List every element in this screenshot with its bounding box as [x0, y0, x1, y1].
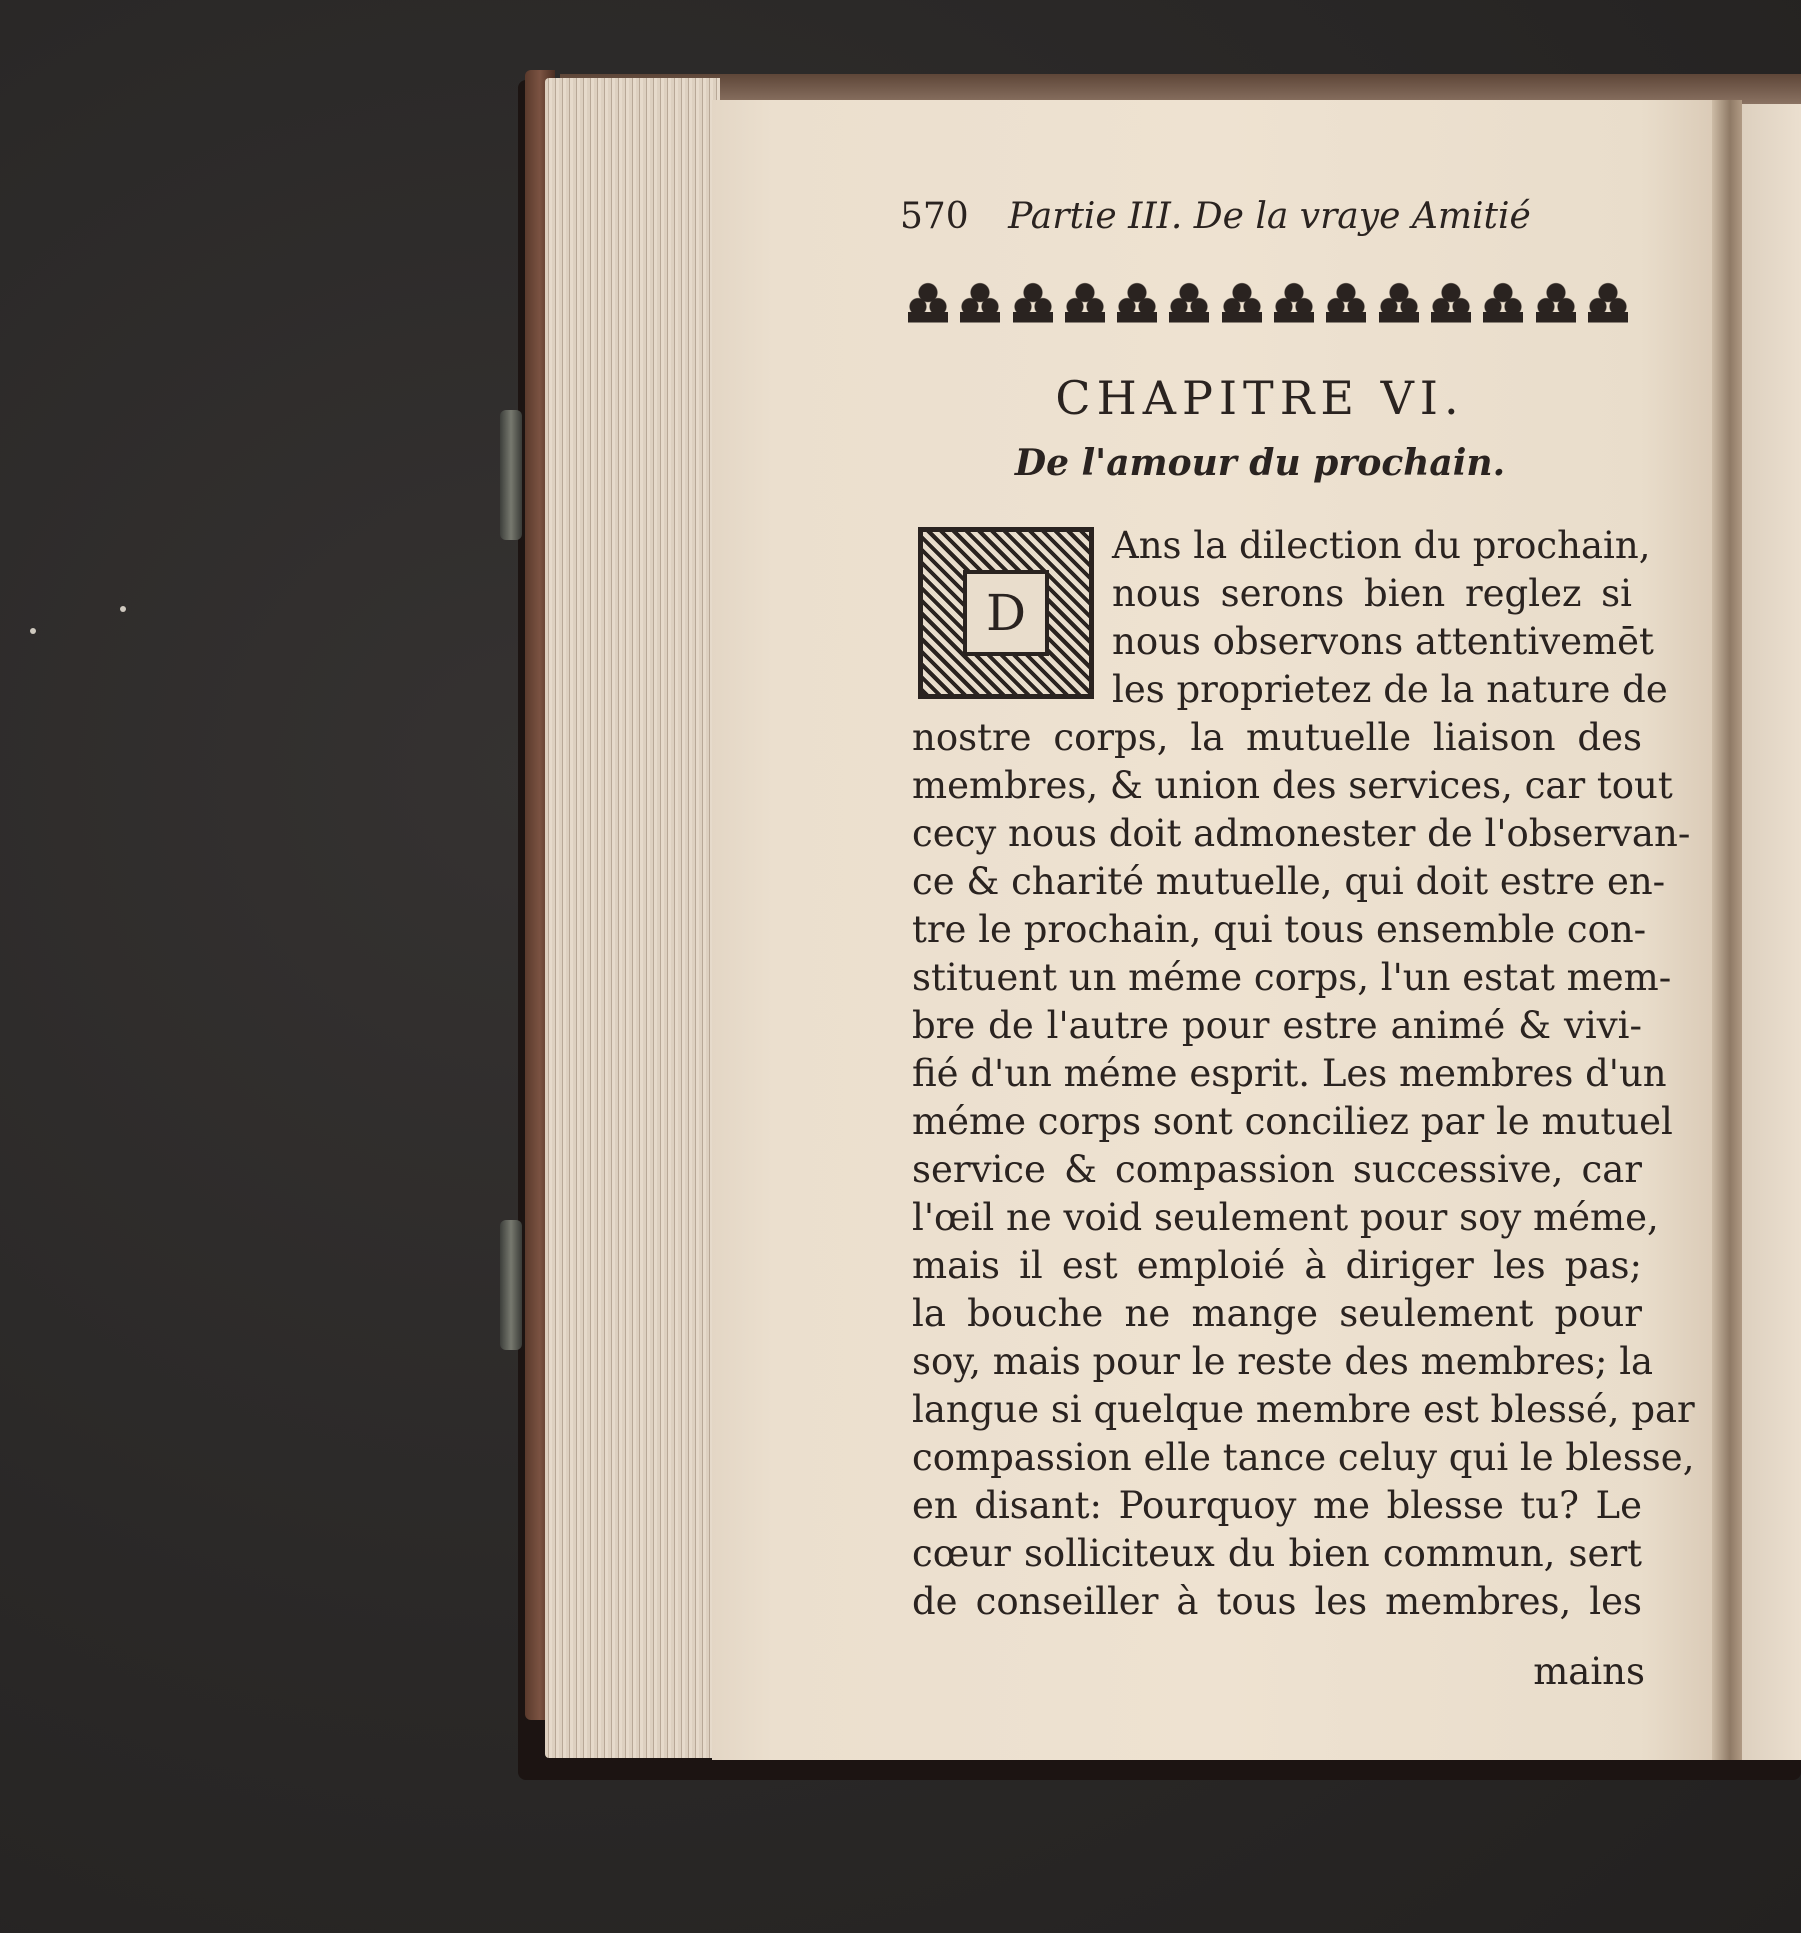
catchword: mains [1533, 1650, 1645, 1693]
fleuron-icon [1222, 273, 1262, 329]
fleuron-icon [1431, 273, 1471, 329]
body-line: méme corps sont conciliez par le mutuel [912, 1100, 1673, 1143]
drop-cap-letter: D [963, 570, 1049, 656]
body-line: soy, mais pour le reste des membres; la [912, 1340, 1654, 1383]
book-gutter [1712, 100, 1742, 1760]
body-line: service & compassion successive, car [912, 1148, 1642, 1191]
fleuron-icon [1274, 273, 1314, 329]
fleuron-icon [1013, 273, 1053, 329]
fleuron-icon [1379, 273, 1419, 329]
body-line: de conseiller à tous les membres, les [912, 1580, 1642, 1623]
body-line: la bouche ne mange seulement pour [912, 1292, 1642, 1335]
chapter-title: CHAPITRE VI. [1055, 371, 1465, 425]
ornament-band [908, 268, 1628, 334]
body-line: membres, & union des services, car tout [912, 764, 1673, 807]
body-line: mais il est emploié à diriger les pas; [912, 1244, 1642, 1287]
body-line: nostre corps, la mutuelle liaison des [912, 716, 1642, 759]
body-line: en disant: Pourquoy me blesse tu? Le [912, 1484, 1642, 1527]
fleuron-icon [1117, 273, 1157, 329]
body-line: l'œil ne void seulement pour soy méme, [912, 1196, 1659, 1239]
fleuron-icon [1169, 273, 1209, 329]
fleuron-icon [1483, 273, 1523, 329]
body-line: nous serons bien reglez si [1112, 572, 1632, 615]
body-line: ce & charité mutuelle, qui doit estre en- [912, 860, 1666, 903]
fleuron-icon [1588, 273, 1628, 329]
body-line: les proprietez de la nature de [1112, 668, 1668, 711]
fleuron-icon [908, 273, 948, 329]
dust-speck [30, 628, 36, 634]
running-title: Partie III. De la vraye Amitié [1008, 196, 1531, 237]
body-line: langue si quelque membre est blessé, par [912, 1388, 1695, 1431]
body-line: bre de l'autre pour estre animé & vivi- [912, 1004, 1642, 1047]
body-line: nous observons attentivemēt [1112, 620, 1654, 663]
clasp-bottom [500, 1220, 522, 1350]
body-line: cœur solliciteux du bien commun, sert [912, 1532, 1642, 1575]
fleuron-icon [1326, 273, 1366, 329]
fleuron-icon [1065, 273, 1105, 329]
fleuron-icon [960, 273, 1000, 329]
page-number: 570 [900, 196, 969, 237]
body-line: fié d'un méme esprit. Les membres d'un [912, 1052, 1667, 1095]
drop-cap-ornament [918, 527, 1094, 699]
body-line: stituent un méme corps, l'un estat mem- [912, 956, 1672, 999]
dust-speck [120, 606, 126, 612]
clasp-top [500, 410, 522, 540]
page-stack [545, 78, 720, 1758]
body-line: tre le prochain, qui tous ensemble con- [912, 908, 1647, 951]
body-line: Ans la dilection du prochain, [1112, 524, 1651, 567]
fleuron-icon [1536, 273, 1576, 329]
facing-page [1742, 104, 1801, 1760]
running-header [900, 192, 1620, 242]
chapter-subtitle: De l'amour du prochain. [1014, 442, 1506, 484]
body-line: compassion elle tance celuy qui le blesse, [912, 1436, 1695, 1479]
body-line: cecy nous doit admonester de l'observan- [912, 812, 1691, 855]
